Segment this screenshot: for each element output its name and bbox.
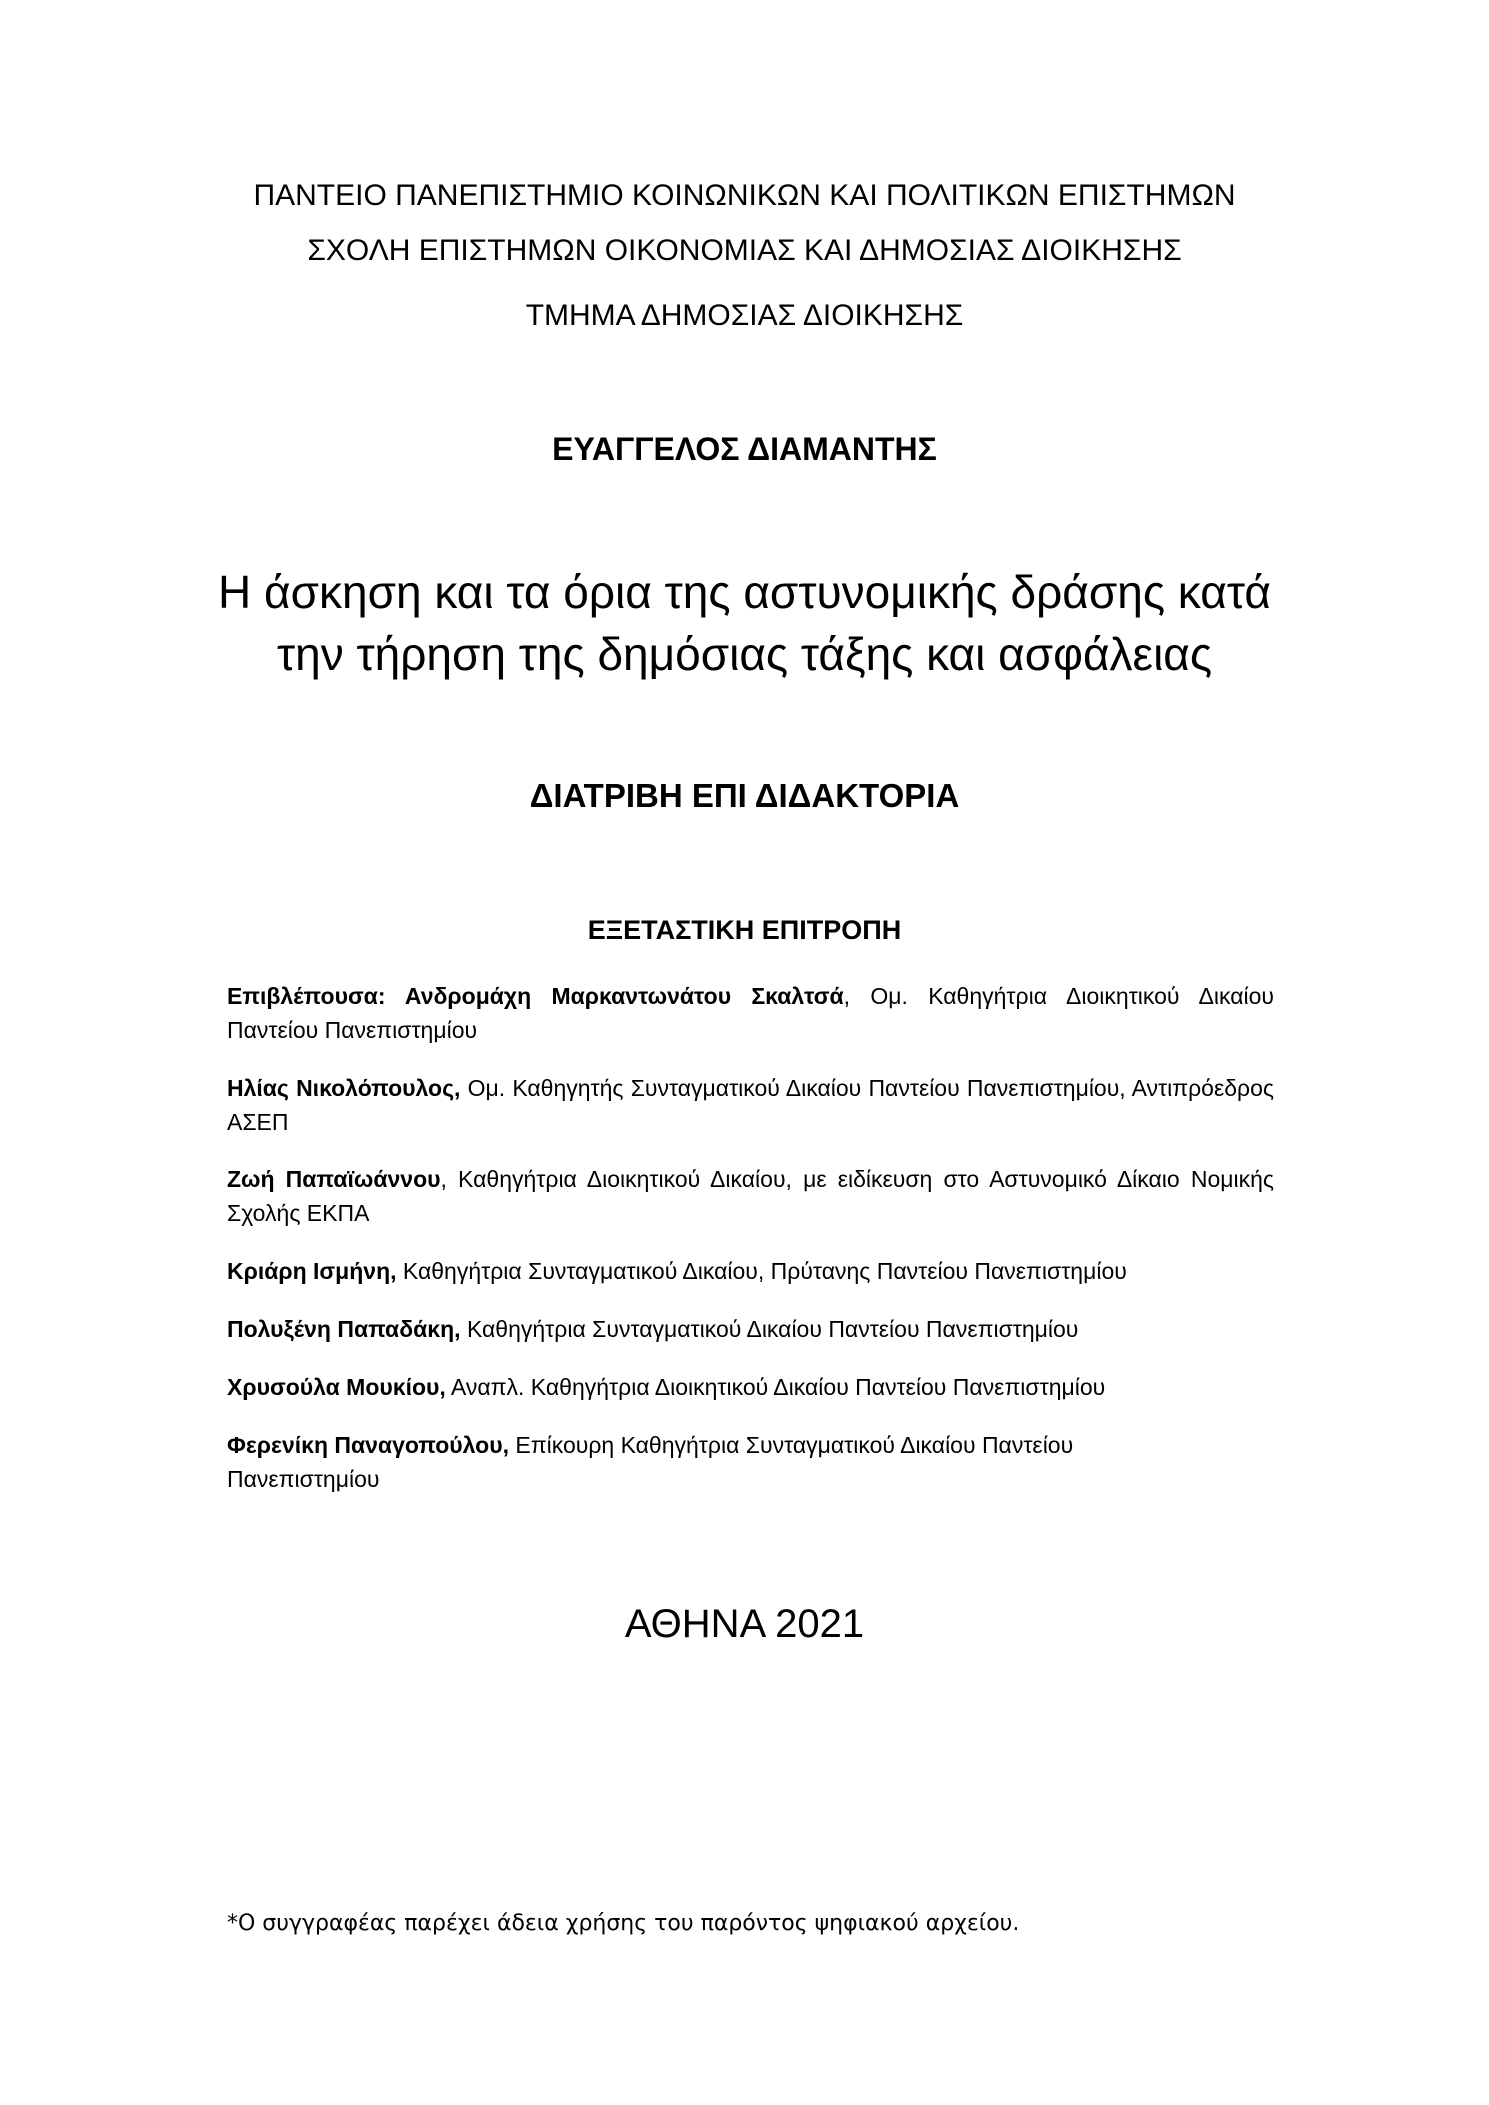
department-name: ΤΜΗΜΑ ΔΗΜΟΣΙΑΣ ΔΙΟΙΚΗΣΗΣ	[525, 299, 964, 332]
committee-member	[227, 1071, 1274, 1139]
member-name: Χρυσούλα Μουκίου,	[227, 1374, 446, 1400]
member-name: Φερενίκη Παναγοπούλου,	[227, 1432, 510, 1458]
member-name: Πολυξένη Παπαδάκη,	[227, 1316, 461, 1342]
committee-member	[227, 1162, 1274, 1230]
place-and-year: ΑΘΗΝΑ 2021	[624, 1602, 865, 1646]
school-name: ΣΧΟΛΗ ΕΠΙΣΤΗΜΩΝ ΟΙΚΟΝΟΜΙΑΣ ΚΑΙ ΔΗΜΟΣΙΑΣ ΔΙΟΙΚΗΣΗΣ	[307, 234, 1182, 267]
committee-heading: ΕΞΕΤΑΣΤΙΚΗ ΕΠΙΤΡΟΠΗ	[587, 915, 902, 945]
member-description: Καθηγήτρια Συνταγματικού Δικαίου, Πρύτανης Παντείου Πανεπιστημίου	[396, 1258, 1127, 1284]
committee-member	[227, 1370, 1274, 1404]
member-description: , Καθηγήτρια Διοικητικού Δικαίου, με ειδίκευση στο Αστυνομικό Δίκαιο Νομικής Σχολής ΕΚΠΑ	[227, 1166, 1274, 1226]
member-name: Ζωή Παπαϊωάννου	[227, 1166, 441, 1192]
member-name: Κριάρη Ισμήνη,	[227, 1258, 397, 1284]
member-description: Επίκουρη Καθηγήτρια Συνταγματικού Δικαίου Παντείου Πανεπιστημίου	[227, 1432, 1074, 1492]
copyright-footnote: *Ο συγγραφέας παρέχει άδεια χρήσης του παρόντος ψηφιακού αρχείου.	[227, 1911, 1020, 1936]
member-description: Ομ. Καθηγητής Συνταγματικού Δικαίου Παντείου Πανεπιστημίου, Αντιπρόεδρος ΑΣΕΠ	[227, 1075, 1274, 1135]
member-description: Καθηγήτρια Συνταγματικού Δικαίου Παντείου Πανεπιστημίου	[460, 1316, 1079, 1342]
thesis-title-line-2: την τήρηση της δημόσιας τάξης και ασφάλειας	[276, 628, 1213, 680]
member-name: Ηλίας Νικολόπουλος,	[227, 1075, 461, 1101]
thesis-title-line-1: Η άσκηση και τα όρια της αστυνομικής δράσης κατά	[218, 566, 1271, 618]
document-type: ΔΙΑΤΡΙΒΗ ΕΠΙ ΔΙΔΑΚΤΟΡΙΑ	[529, 777, 960, 814]
author-name: ΕΥΑΓΓΕΛΟΣ ΔΙΑΜΑΝΤΗΣ	[552, 431, 937, 467]
committee-member	[227, 979, 1274, 1047]
committee-member	[227, 1312, 1274, 1346]
member-name: Επιβλέπουσα: Ανδρομάχη Μαρκαντωνάτου Σκαλτσά	[227, 983, 844, 1009]
committee-member	[227, 1428, 1167, 1496]
committee-member	[227, 1254, 1274, 1288]
university-name: ΠΑΝΤΕΙΟ ΠΑΝΕΠΙΣΤΗΜΙΟ ΚΟΙΝΩΝΙΚΩΝ ΚΑΙ ΠΟΛΙΤΙΚΩΝ ΕΠΙΣΤΗΜΩΝ	[253, 179, 1236, 212]
member-description: , Ομ. Καθηγήτρια Διοικητικού Δικαίου Παντείου Πανεπιστημίου	[227, 983, 1274, 1043]
member-description: Αναπλ. Καθηγήτρια Διοικητικού Δικαίου Παντείου Πανεπιστημίου	[445, 1374, 1106, 1400]
